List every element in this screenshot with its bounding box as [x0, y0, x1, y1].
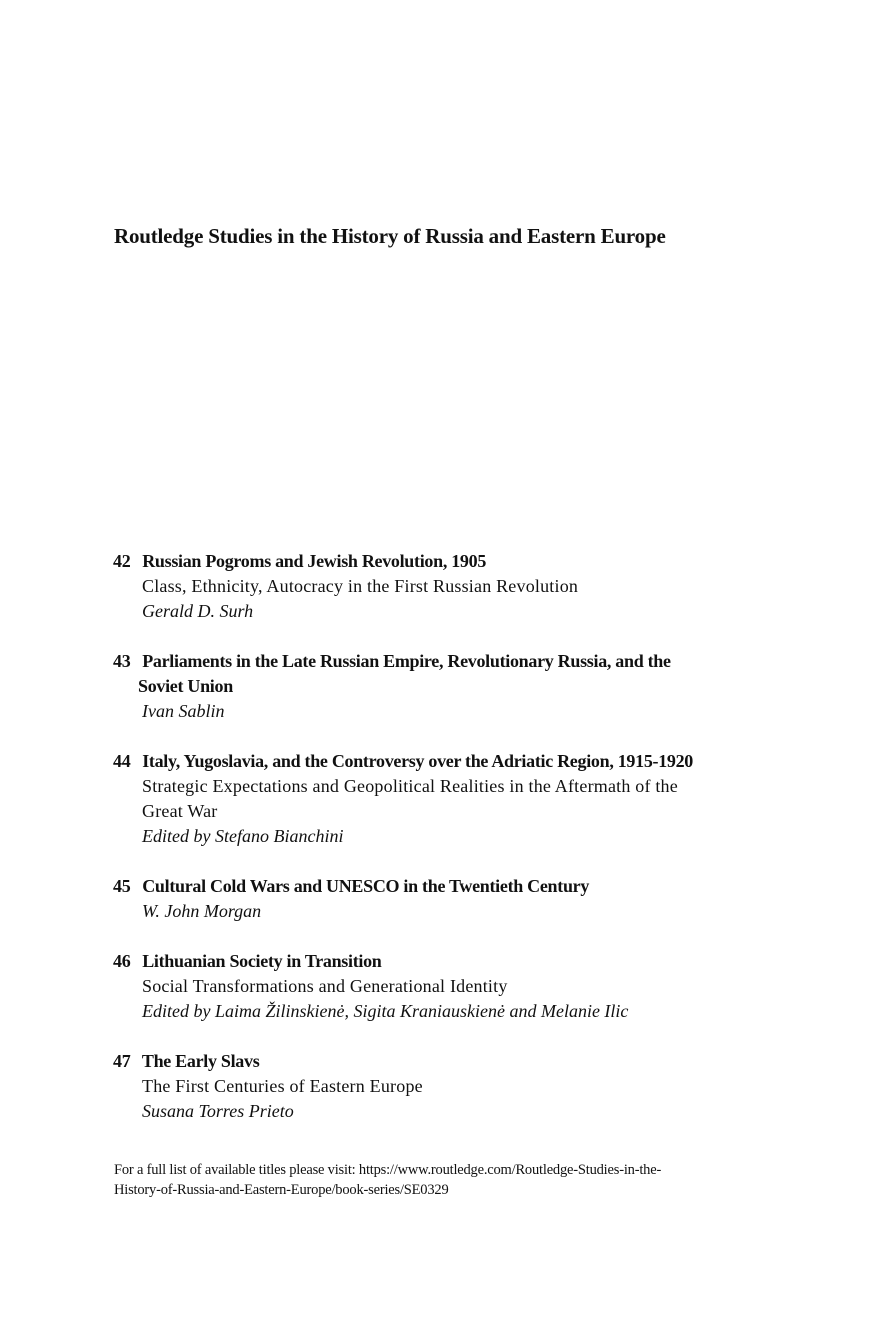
book-author: Susana Torres Prieto — [142, 1101, 294, 1121]
book-title: Russian Pogroms and Jewish Revolution, 1905 — [142, 551, 487, 571]
book-list — [113, 549, 793, 1149]
book-title: Cultural Cold Wars and UNESCO in the Twentieth Century — [142, 876, 590, 896]
book-author: Edited by Laima Žilinskienė, Sigita Kraniauskienė and Melanie Ilic — [142, 1001, 629, 1021]
book-title-continued: Soviet Union — [138, 676, 233, 696]
book-author: Edited by Stefano Bianchini — [142, 826, 344, 846]
book-number: 42 — [113, 551, 131, 571]
book-entry-42 — [113, 549, 793, 624]
book-author: Ivan Sablin — [142, 701, 225, 721]
book-number: 43 — [113, 651, 131, 671]
book-subtitle: Social Transformations and Generational Identity — [142, 976, 508, 996]
book-title: Italy, Yugoslavia, and the Controversy over the Adriatic Region, 1915-1920 — [142, 751, 694, 771]
book-author: W. John Morgan — [142, 901, 262, 921]
book-entry-43 — [113, 649, 793, 724]
book-heading — [113, 649, 793, 699]
book-title: The Early Slavs — [141, 1051, 260, 1071]
book-subtitle: The First Centuries of Eastern Europe — [142, 1076, 423, 1096]
book-subtitle-continued: Great War — [142, 801, 218, 821]
book-number: 44 — [113, 751, 131, 771]
book-heading — [113, 549, 793, 574]
book-entry-46 — [113, 949, 793, 1024]
book-heading — [113, 949, 793, 974]
book-author: Gerald D. Surh — [142, 601, 254, 621]
footer-line: For a full list of available titles please visit: https://www.routledge.com/Routledge-Studies-in-the- — [114, 1162, 662, 1178]
book-heading — [113, 874, 793, 899]
book-entry-45 — [113, 874, 793, 924]
book-entry-47 — [113, 1049, 793, 1124]
series-footer-note — [114, 1160, 794, 1200]
book-heading — [113, 749, 793, 774]
book-heading — [113, 1049, 793, 1074]
book-subtitle: Strategic Expectations and Geopolitical Realities in the Aftermath of the — [142, 776, 678, 796]
book-subtitle: Class, Ethnicity, Autocracy in the First Russian Revolution — [142, 576, 579, 596]
series-title: Routledge Studies in the History of Russia and Eastern Europe — [114, 224, 666, 248]
book-title: Parliaments in the Late Russian Empire, Revolutionary Russia, and the — [142, 651, 671, 671]
book-number: 45 — [113, 876, 131, 896]
book-number: 46 — [113, 951, 131, 971]
book-number: 47 — [113, 1051, 131, 1071]
footer-line: History-of-Russia-and-Eastern-Europe/book-series/SE0329 — [114, 1182, 449, 1198]
book-title: Lithuanian Society in Transition — [142, 951, 382, 971]
book-entry-44 — [113, 749, 793, 849]
